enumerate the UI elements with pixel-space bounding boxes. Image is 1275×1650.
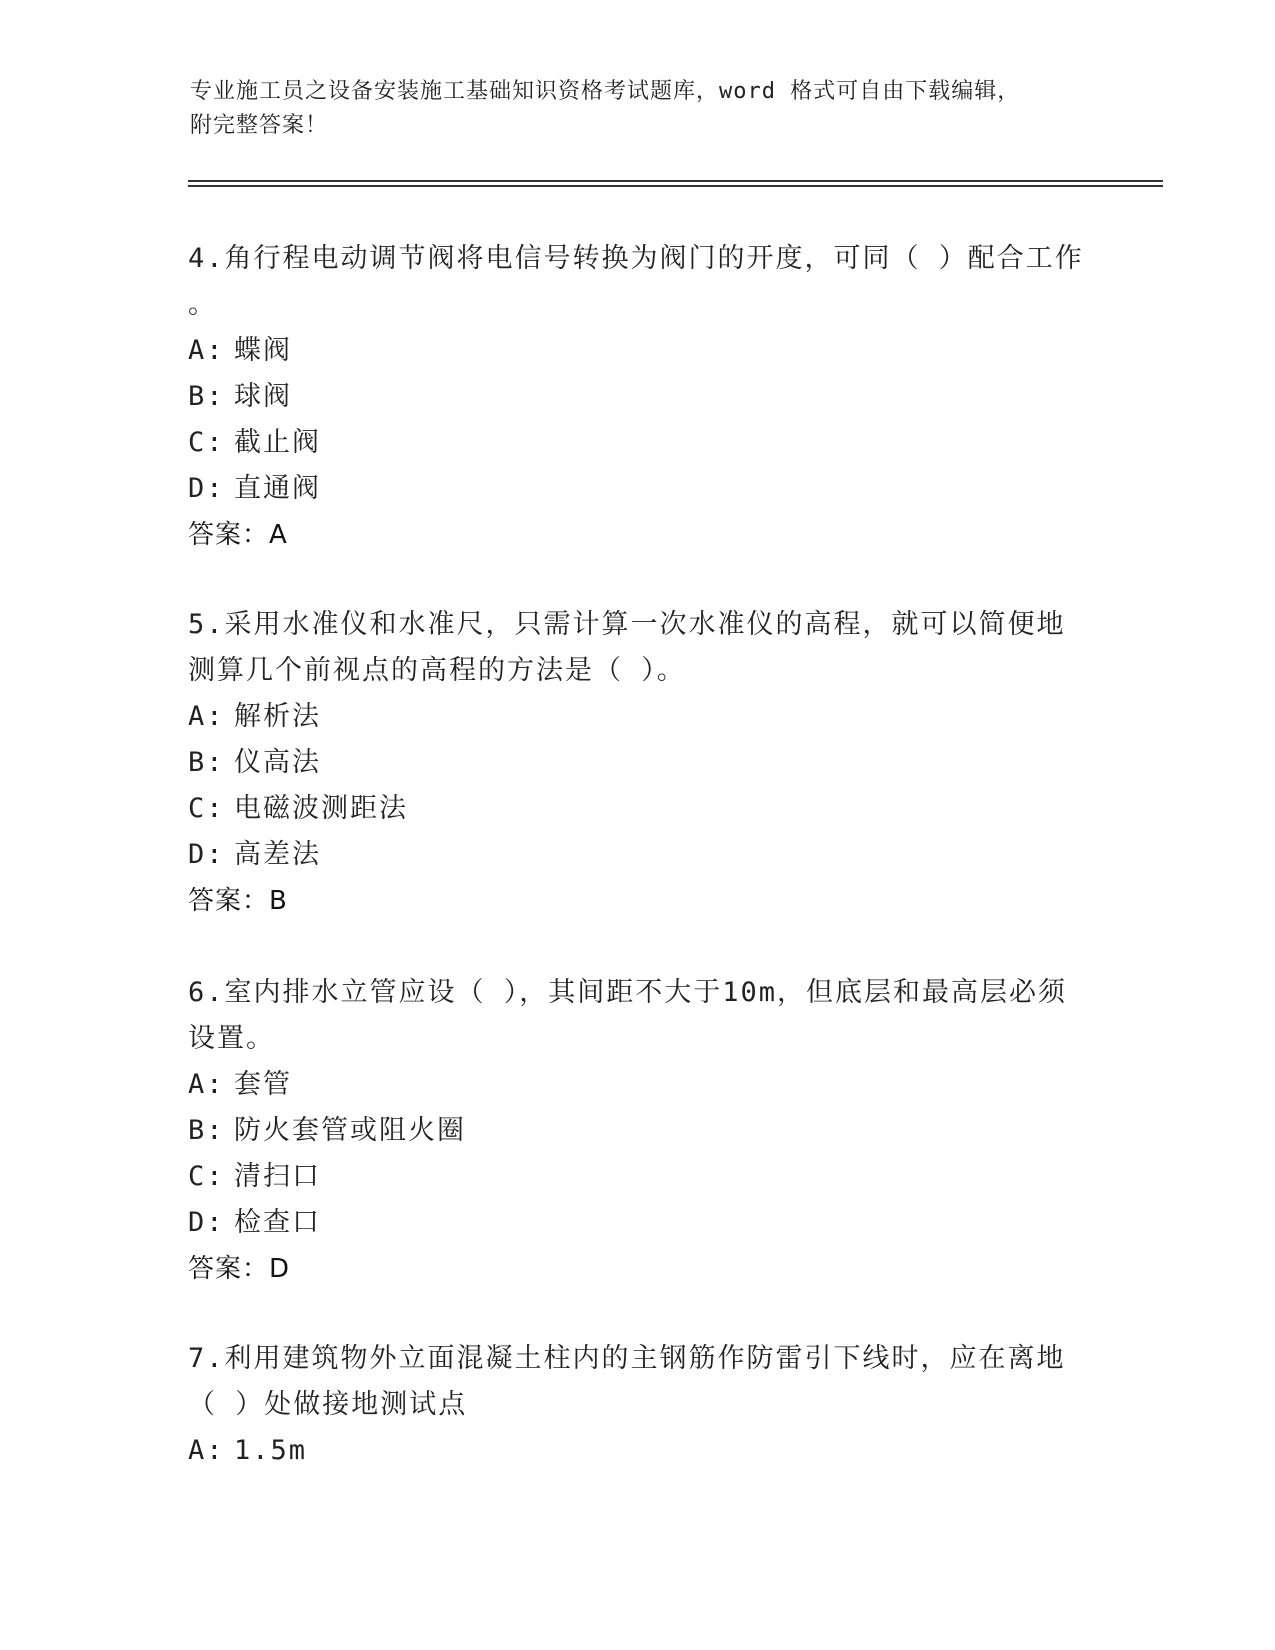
option-text: 1.5m	[234, 1435, 308, 1466]
option-text: 套管	[234, 1069, 292, 1100]
question-stem-line-2: （ ）处做接地测试点	[188, 1389, 468, 1420]
option-text: 防火套管或阻火圈	[234, 1115, 466, 1146]
option-text: 截止阀	[234, 427, 321, 458]
question-stem-line-2: 测算几个前视点的高程的方法是（ ）。	[188, 655, 686, 686]
option-text: 仪高法	[234, 747, 321, 778]
question-stem-line-1: 6.室内排水立管应设（ ），其间距不大于10m，但底层和最高层必须	[188, 977, 1068, 1008]
option-a	[188, 1062, 1088, 1108]
question-stem-line-2: 。	[188, 289, 217, 320]
question-7	[188, 1336, 1088, 1474]
option-text: 检查口	[234, 1207, 321, 1238]
option-b	[188, 374, 1088, 420]
option-text: 直通阀	[234, 473, 321, 504]
option-key: A:	[188, 335, 225, 366]
option-b	[188, 740, 1088, 786]
option-a	[188, 694, 1088, 740]
option-key: B:	[188, 1115, 225, 1146]
option-c	[188, 420, 1088, 466]
option-b	[188, 1108, 1088, 1154]
option-a	[188, 328, 1088, 374]
option-key: C:	[188, 427, 225, 458]
document-header	[190, 75, 1090, 143]
header-divider-top	[188, 180, 1163, 182]
option-c	[188, 1154, 1088, 1200]
option-key: C:	[188, 793, 225, 824]
option-text: 清扫口	[234, 1161, 321, 1192]
option-d	[188, 1200, 1088, 1246]
option-key: A:	[188, 1435, 225, 1466]
option-c	[188, 786, 1088, 832]
option-key: A:	[188, 701, 225, 732]
option-d	[188, 832, 1088, 878]
question-stem-line-1: 4.角行程电动调节阀将电信号转换为阀门的开度，可同（ ）配合工作	[188, 243, 1084, 274]
header-line-2: 附完整答案！	[190, 113, 329, 138]
question-4	[188, 236, 1088, 558]
option-key: C:	[188, 1161, 225, 1192]
answer-label: 答案：A	[188, 520, 288, 550]
option-key: D:	[188, 1207, 225, 1238]
header-divider-bottom	[188, 185, 1163, 187]
option-d	[188, 466, 1088, 512]
option-key: D:	[188, 473, 225, 504]
question-6	[188, 970, 1088, 1292]
option-text: 解析法	[234, 701, 321, 732]
answer-label: 答案：B	[188, 886, 288, 916]
option-a	[188, 1428, 1088, 1474]
option-text: 电磁波测距法	[234, 793, 408, 824]
option-text: 高差法	[234, 839, 321, 870]
header-line-1: 专业施工员之设备安装施工基础知识资格考试题库，word 格式可自由下载编辑，	[190, 79, 1021, 104]
option-text: 球阀	[234, 381, 292, 412]
option-key: D:	[188, 839, 225, 870]
question-stem-line-1: 7.利用建筑物外立面混凝土柱内的主钢筋作防雷引下线时，应在离地	[188, 1343, 1066, 1374]
option-key: B:	[188, 747, 225, 778]
question-stem-line-2: 设置。	[188, 1023, 275, 1054]
answer-label: 答案：D	[188, 1254, 291, 1284]
option-text: 蝶阀	[234, 335, 292, 366]
option-key: A:	[188, 1069, 225, 1100]
question-5	[188, 602, 1088, 924]
option-key: B:	[188, 381, 225, 412]
question-stem-line-1: 5.采用水准仪和水准尺，只需计算一次水准仪的高程，就可以简便地	[188, 609, 1066, 640]
